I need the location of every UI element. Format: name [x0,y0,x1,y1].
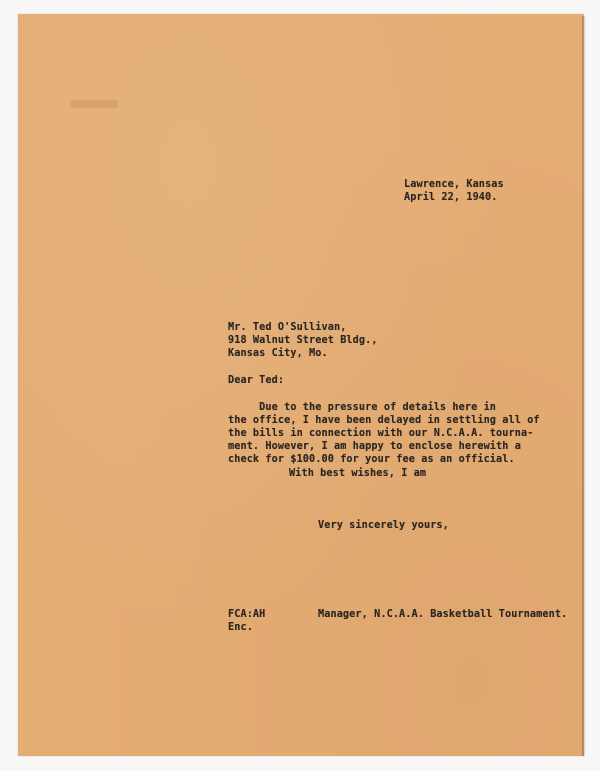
recipient-street: 918 Walnut Street Bldg., [228,335,378,346]
signature-title: Manager, N.C.A.A. Basketball Tournament. [318,609,568,620]
recipient-name: Mr. Ted O'Sullivan, [228,322,347,333]
typist-initials: FCA:AH [228,609,266,620]
date-line: April 22, 1940. [404,192,498,203]
body-line-4: ment. However, I am happy to enclose herewith a [228,441,521,452]
body-line-2: the office, I have been delayed in settling all of [228,415,540,426]
body-line-1: Due to the pressure of details here in [228,402,497,413]
recipient-city: Kansas City, Mo. [228,348,328,359]
letter-page [18,14,584,756]
closing-line: With best wishes, I am [289,468,427,479]
place-line: Lawrence, Kansas [404,179,504,190]
salutation: Dear Ted: [228,375,285,386]
enclosure-note: Enc. [228,622,253,633]
faint-mark [70,100,118,108]
body-line-5: check for $100.00 for your fee as an official. [228,454,515,465]
valediction: Very sincerely yours, [318,520,449,531]
body-line-3: the bills in connection with our N.C.A.A. tourna- [228,428,534,439]
page-edge-shadow [582,16,586,756]
